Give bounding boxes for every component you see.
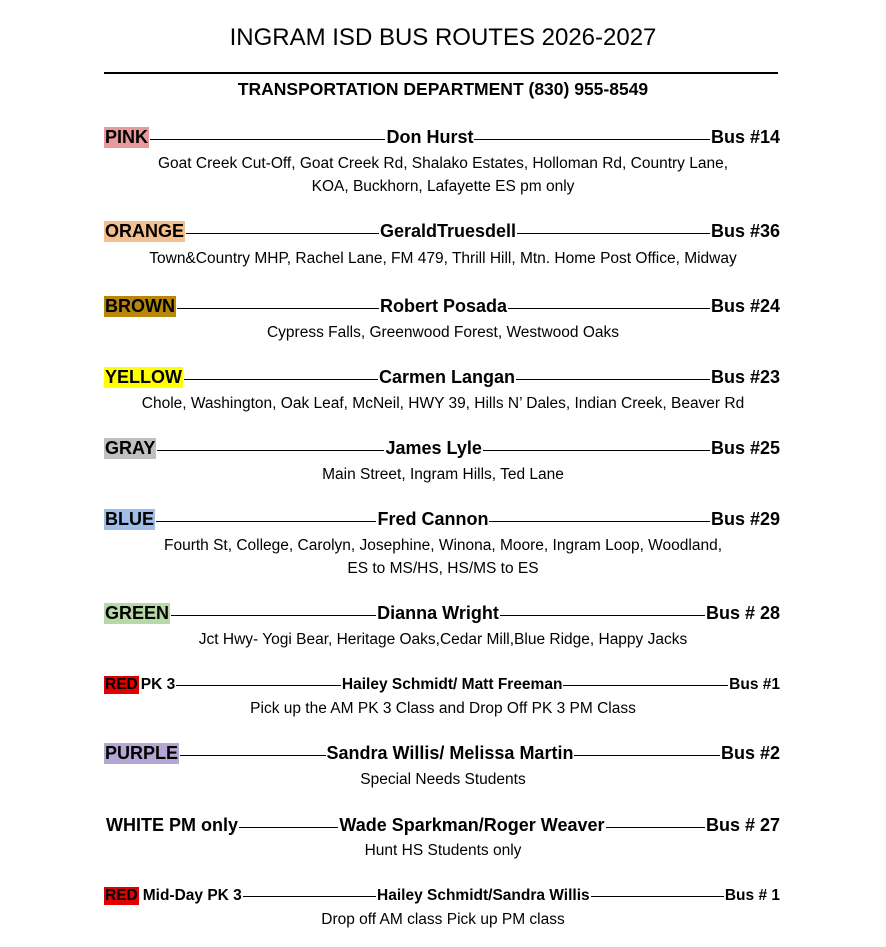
route-description: Cypress Falls, Greenwood Forest, Westwood Oaks [266,324,620,341]
route-color-label: PURPLE [105,743,179,763]
underline-filler [516,379,710,380]
route-extra-label: PK 3 [140,676,176,693]
route-driver: Hailey Schmidt/ Matt Freeman [341,676,563,693]
route-white-pm [106,815,780,836]
route-driver: Don Hurst [386,127,474,147]
route-pink [104,127,780,148]
underline-filler [157,450,384,451]
route-extra-label: Mid-Day PK 3 [142,887,242,904]
underline-filler [186,233,379,234]
route-driver: Sandra Willis/ Melissa Martin [326,743,574,763]
route-bus-number: Bus #14 [710,127,780,147]
route-red-pk3 [104,676,780,694]
route-description: Town&Country MHP, Rachel Lane, FM 479, Thrill Hill, Mtn. Home Post Office, Midway [149,250,737,267]
route-color-label: PINK [105,127,149,147]
route-color-label: YELLOW [105,367,182,387]
route-driver: Carmen Langan [378,367,515,387]
route-red-midday [104,887,780,905]
department-contact: TRANSPORTATION DEPARTMENT (830) 955-8549 [237,79,649,99]
underline-filler [508,308,710,309]
route-driver: Fred Cannon [377,509,489,529]
underline-filler [171,615,376,616]
route-description: Main Street, Ingram Hills, Ted Lane [322,466,564,483]
underline-filler [517,233,710,234]
underline-filler [474,139,709,140]
route-orange [104,221,780,242]
route-color-label: GREEN [105,603,170,623]
route-description: KOA, Buckhorn, Lafayette ES pm only [311,178,575,195]
route-bus-number: Bus #1 [729,676,780,693]
route-green [104,603,780,624]
route-bus-number: Bus #24 [710,296,781,316]
title-divider [104,72,778,74]
underline-filler [239,827,338,828]
route-purple [104,743,780,764]
underline-filler [180,755,326,756]
route-bus-number: Bus #36 [710,221,780,241]
route-bus-number: Bus #2 [720,743,780,763]
route-description: Hunt HS Students only [364,842,522,859]
route-description: Jct Hwy- Yogi Bear, Heritage Oaks,Cedar Mill,Blue Ridge, Happy Jacks [198,631,688,648]
route-bus-number: Bus # 28 [705,603,781,623]
underline-filler [500,615,705,616]
underline-filler [176,685,341,686]
underline-filler [563,685,728,686]
route-driver: GeraldTruesdell [379,221,517,241]
route-driver: Wade Sparkman/Roger Weaver [339,815,605,835]
route-brown [104,296,780,317]
route-driver: James Lyle [385,438,482,458]
route-color-label: GRAY [105,438,156,458]
route-blue [104,509,780,530]
route-color-label: BLUE [105,509,154,529]
route-description: Chole, Washington, Oak Leaf, McNeil, HWY 39, Hills N’ Dales, Indian Creek, Beaver Rd [141,395,745,412]
route-driver: Dianna Wright [377,603,499,623]
route-color-label: RED [105,676,138,693]
route-bus-number: Bus # 1 [724,887,780,904]
route-bus-number: Bus #29 [710,509,781,529]
route-description: Drop off AM class Pick up PM class [321,911,565,928]
route-bus-number: Bus #23 [710,367,781,387]
route-gray [104,438,780,459]
route-description: Pick up the AM PK 3 Class and Drop Off PK 3 PM Class [250,700,636,717]
underline-filler [184,379,378,380]
underline-filler [156,521,376,522]
underline-filler [574,755,720,756]
underline-filler [243,896,376,897]
page-title: INGRAM ISD BUS ROUTES 2026-2027 [229,24,657,51]
route-color-label: WHITE PM only [106,815,238,835]
route-yellow [104,367,780,388]
underline-filler [489,521,709,522]
route-driver: Hailey Schmidt/Sandra Willis [377,887,590,904]
route-bus-number: Bus # 27 [705,815,780,835]
route-description: Goat Creek Cut-Off, Goat Creek Rd, Shalako Estates, Holloman Rd, Country Lane, [157,155,729,172]
route-bus-number: Bus #25 [710,438,780,458]
underline-filler [606,827,705,828]
route-description: Special Needs Students [360,771,526,788]
underline-filler [150,139,385,140]
underline-filler [591,896,724,897]
route-description: Fourth St, College, Carolyn, Josephine, Winona, Moore, Ingram Loop, Woodland, [163,537,722,554]
route-color-label: BROWN [105,296,175,316]
underline-filler [177,308,379,309]
route-driver: Robert Posada [379,296,507,316]
underline-filler [483,450,710,451]
route-color-label: RED [105,887,138,904]
route-description: ES to MS/HS, HS/MS to ES [347,560,539,577]
route-color-label: ORANGE [105,221,185,241]
